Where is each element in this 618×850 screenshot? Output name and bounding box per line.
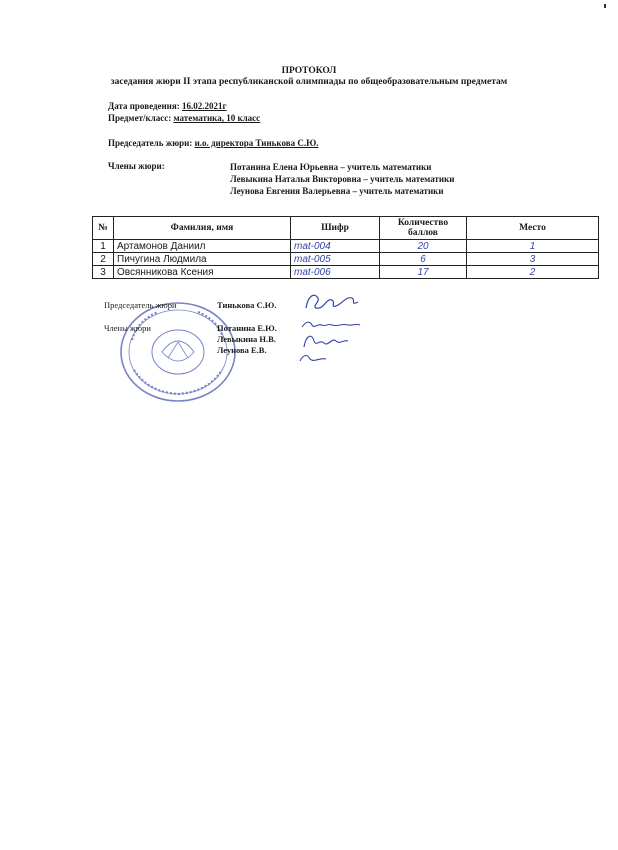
scan-mark — [604, 4, 606, 8]
member-item: Левыкина Наталья Викторовна – учитель математики — [230, 174, 455, 184]
cell-code: mat-006 — [291, 266, 380, 279]
table-row — [93, 240, 599, 253]
subject-value: математика, 10 класс — [173, 113, 261, 123]
cell-name: Пичугина Людмила — [114, 253, 291, 266]
cell-name: Овсянникова Ксения — [114, 266, 291, 279]
cell-place: 2 — [467, 266, 599, 279]
member-signature-name: Левыкина Н.В. — [217, 334, 276, 344]
table-row — [93, 266, 599, 279]
subject-line — [108, 113, 260, 123]
member-signatures — [298, 317, 364, 367]
date-value: 16.02.2021г — [181, 101, 227, 111]
col-place-header: Место — [467, 217, 599, 240]
members-list — [230, 161, 454, 197]
cell-number: 3 — [93, 266, 114, 279]
member-item: Леунова Евгения Валерьевна – учитель математики — [230, 186, 444, 196]
date-line — [108, 101, 227, 111]
table-header-row — [93, 217, 599, 240]
cell-number: 2 — [93, 253, 114, 266]
chair-value: и.о. директора Тинькова С.Ю. — [194, 138, 319, 148]
document-subtitle: заседания жюри II этапа республиканской олимпиады по общеобразовательным предметам — [110, 77, 508, 87]
subject-label: Предмет/класс: — [108, 113, 174, 123]
cell-place: 3 — [467, 253, 599, 266]
results-table — [92, 216, 599, 279]
cell-name: Артамонов Даниил — [114, 240, 291, 253]
chair-signature — [302, 290, 362, 314]
cell-place: 1 — [467, 240, 599, 253]
cell-score: 20 — [380, 240, 467, 253]
member-signature-name: Леунова Е.В. — [217, 345, 267, 355]
members-signature-label: Члены жюри — [104, 323, 151, 333]
col-score-header: Количество баллов — [380, 217, 467, 240]
members-label: Члены жюри: — [108, 161, 165, 171]
cell-number: 1 — [93, 240, 114, 253]
document-title: ПРОТОКОЛ — [281, 66, 337, 76]
cell-code: mat-005 — [291, 253, 380, 266]
chair-label: Председатель жюри: — [108, 138, 195, 148]
table-row — [93, 253, 599, 266]
members-signature-names — [217, 323, 277, 356]
chair-signature-label: Председатель жюри — [104, 300, 177, 310]
member-signature-name: Потанина Е.Ю. — [217, 323, 277, 333]
chair-line — [108, 138, 318, 148]
chair-signature-name: Тинькова С.Ю. — [217, 300, 277, 310]
date-label: Дата проведения: — [108, 101, 182, 111]
col-code-header: Шифр — [291, 217, 380, 240]
cell-score: 17 — [380, 266, 467, 279]
member-item: Потанина Елена Юрьевна – учитель математики — [230, 162, 432, 172]
cell-code: mat-004 — [291, 240, 380, 253]
cell-score: 6 — [380, 253, 467, 266]
col-name-header: Фамилия, имя — [114, 217, 291, 240]
col-number-header: № — [93, 217, 114, 240]
